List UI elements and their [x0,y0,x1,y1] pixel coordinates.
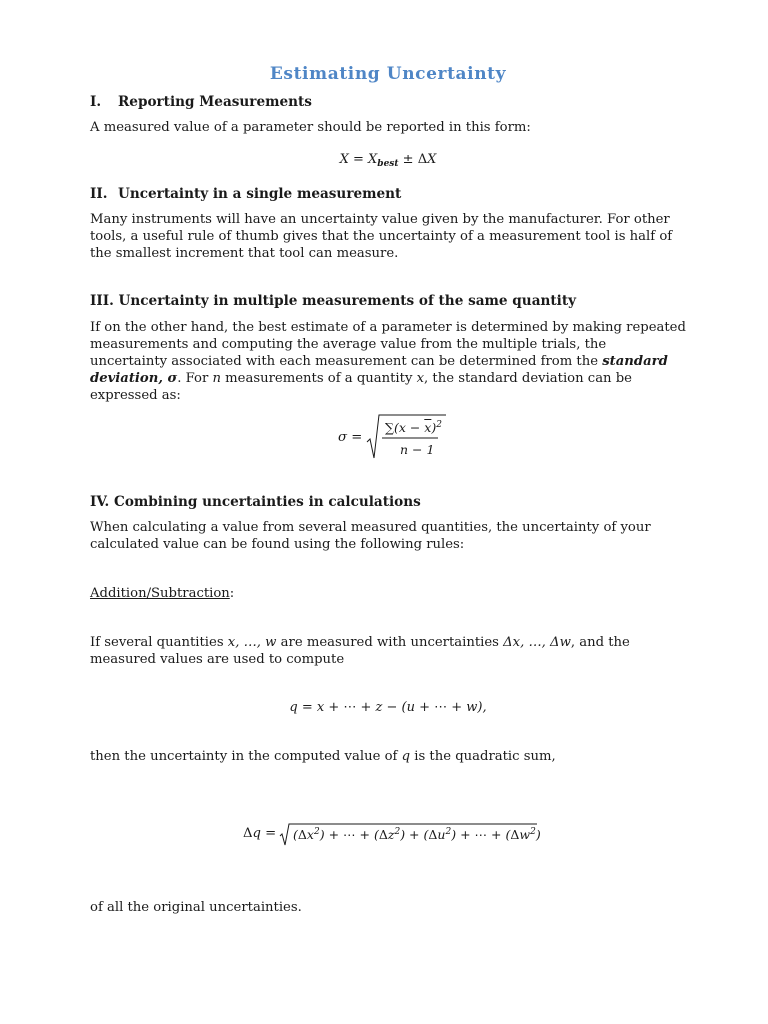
page-title: Estimating Uncertainty [269,64,507,84]
formula-text: Δq = [243,826,277,841]
formula-denominator: n − 1 [400,442,435,457]
text-span: is the quadratic sum, [410,749,556,764]
text-span: : [229,586,235,601]
paragraph-single [90,211,700,262]
text-line: When calculating a value from several measured quantities, the uncertainty of your [90,520,651,535]
formula-text: σ = [338,430,363,445]
text-line: the smallest increment that tool can measure. [90,246,399,261]
section-title: Uncertainty in a single measurement [118,186,402,202]
text-span: measurements of a quantity [220,371,417,386]
subheading-addition-subtraction [90,585,700,602]
paragraph-reporting: A measured value of a parameter should be reported in this form: [90,120,531,135]
section-number: II. [90,186,108,202]
text-span: , and the [570,635,630,650]
variable-n: n [212,371,221,386]
emphasis-text: deviation, σ [90,371,178,386]
text-line: tools, a useful rule of thumb gives that the uncertainty of a measurement tool is half of [90,229,673,244]
paragraph-closing: of all the original uncertainties. [90,900,302,915]
text-line [90,370,710,387]
text-line: expressed as: [90,388,181,403]
equation-delta-q [243,822,543,848]
text-span: then the uncertainty in the computed value of [90,749,402,764]
variable-x: x [416,371,425,386]
paragraph-combining [90,519,700,553]
equation-reported-value: $X = X_{best} \pm \Delta X$ [339,152,437,169]
equation-q-sum: q = x + ⋯ + z − (u + ⋯ + w), [289,700,487,715]
section-heading-single [90,186,401,202]
paragraph-quadratic-sum [90,748,700,765]
section-title: Reporting Measurements [118,94,312,110]
formula-numerator: $\sum(x - \overline{x})^2$ [385,420,442,435]
text-line [90,353,710,370]
text-span: are measured with uncertainties [276,635,504,650]
section-number: I. [90,94,102,110]
formula-radicand: $(\Delta x^2)$ + ⋯ + $(\Delta z^2) + (\Delta u^2)$ + ⋯ + $(\Delta w^2)$ [293,827,541,842]
section-heading-reporting [90,94,312,110]
text-span: , the standard deviation can be [424,371,632,386]
section-heading-multiple: III. Uncertainty in multiple measurements of the same quantity [90,293,577,309]
uncertainties-list: Δx, …, Δw [503,635,571,650]
text-line [90,634,700,651]
section-heading-combining: IV. Combining uncertainties in calculations [90,494,421,510]
text-span: If several quantities [90,635,228,650]
variables-list: x, …, w [227,635,277,650]
paragraph-quantities [90,634,700,668]
text-line: measured values are used to compute [90,652,345,667]
emphasis-text: standard [602,354,668,369]
text-line: Many instruments will have an uncertainty value given by the manufacturer. For other [90,212,670,227]
variable-q: q [401,749,411,764]
equation-standard-deviation [338,412,448,462]
text-line: calculated value can be found using the following rules: [90,537,465,552]
text-line: measurements and computing the average value from the multiple trials, the [90,337,607,352]
text-line: If on the other hand, the best estimate of a parameter is determined by making repeated [90,320,686,335]
subheading-text: Addition/Subtraction [90,586,230,601]
paragraph-multiple [90,319,710,404]
text-span: . For [177,371,213,386]
text-span: uncertainty associated with each measurement can be determined from the [90,354,603,369]
